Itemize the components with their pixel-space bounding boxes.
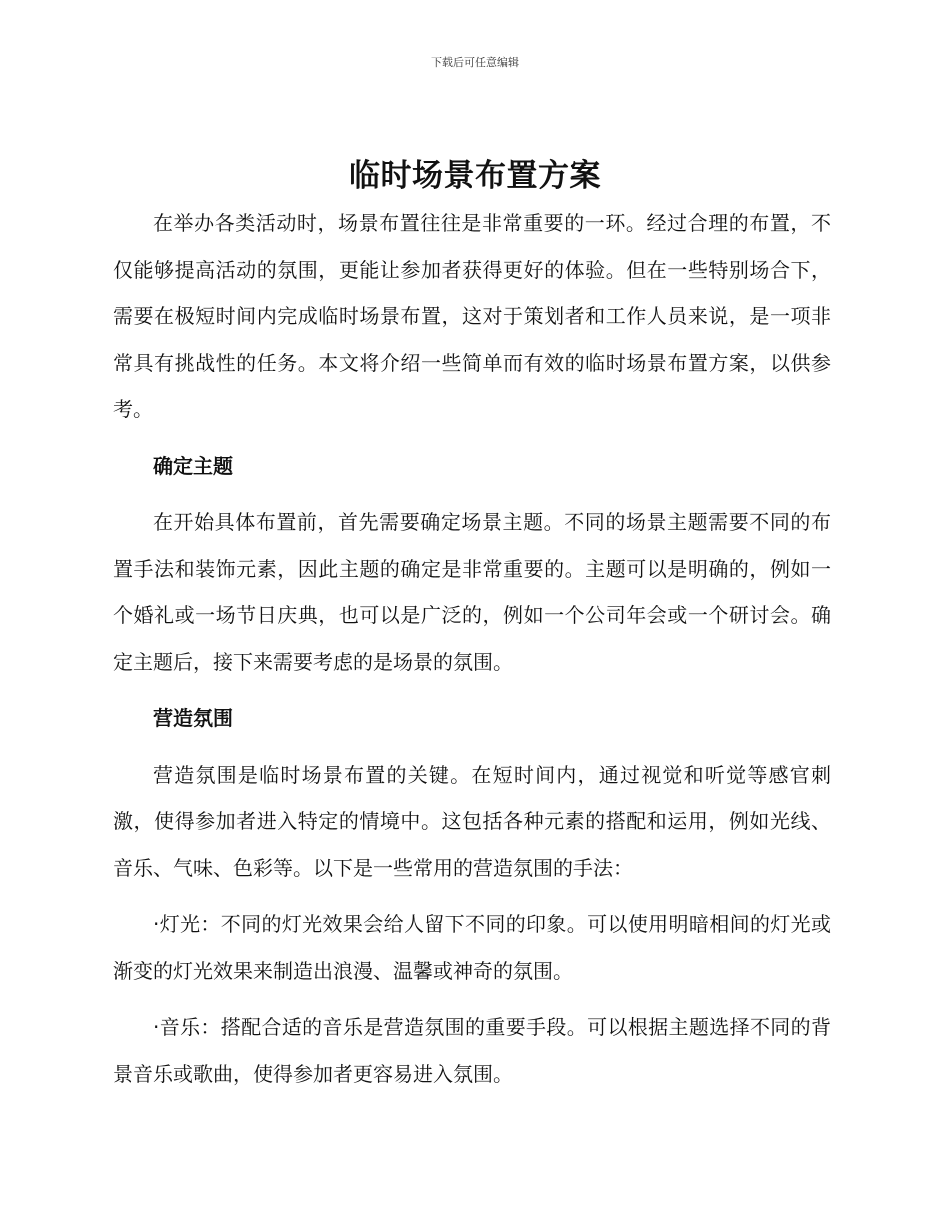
theme-paragraph: 在开始具体布置前，首先需要确定场景主题。不同的场景主题需要不同的布置手法和装饰元素，因此主题的确定是非常重要的。主题可以是明确的，例如一个婚礼或一场节日庆典，也可以是广泛的，例如一个公司年会或一个研讨会。确定主题后，接下来需要考虑的是场景的氛围。 xyxy=(113,510,831,674)
intro-paragraph: 在举办各类活动时，场景布置往往是非常重要的一环。经过合理的布置，不仅能够提高活动的氛围，更能让参加者获得更好的体验。但在一些特别场合下，需要在极短时间内完成临时场景布置，这对于策划者和工作人员来说，是一项非常具有挑战性的任务。本文将介绍一些简单而有效的临时场景布置方案，以供参考。 xyxy=(113,211,831,421)
section-heading-theme: 确定主题 xyxy=(153,453,233,478)
document-body xyxy=(113,200,831,1107)
bullet-music: ·音乐：搭配合适的音乐是营造氛围的重要手段。可以根据主题选择不同的背景音乐或歌曲，使得参加者更容易进入氛围。 xyxy=(113,1015,831,1086)
section-heading-atmosphere: 营造氛围 xyxy=(153,706,233,730)
bullet-lighting: ·灯光：不同的灯光效果会给人留下不同的印象。可以使用明暗相间的灯光或渐变的灯光效果来制造出浪漫、温馨或神奇的氛围。 xyxy=(113,912,831,983)
header-note: 下载后可任意编辑 xyxy=(431,56,519,69)
atmosphere-paragraph: 营造氛围是临时场景布置的关键。在短时间内，通过视觉和听觉等感官刺激，使得参加者进入特定的情境中。这包括各种元素的搭配和运用，例如光线、音乐、气味、色彩等。以下是一些常用的营造氛围的手法： xyxy=(113,762,831,880)
document-title: 临时场景布置方案 xyxy=(349,158,601,194)
